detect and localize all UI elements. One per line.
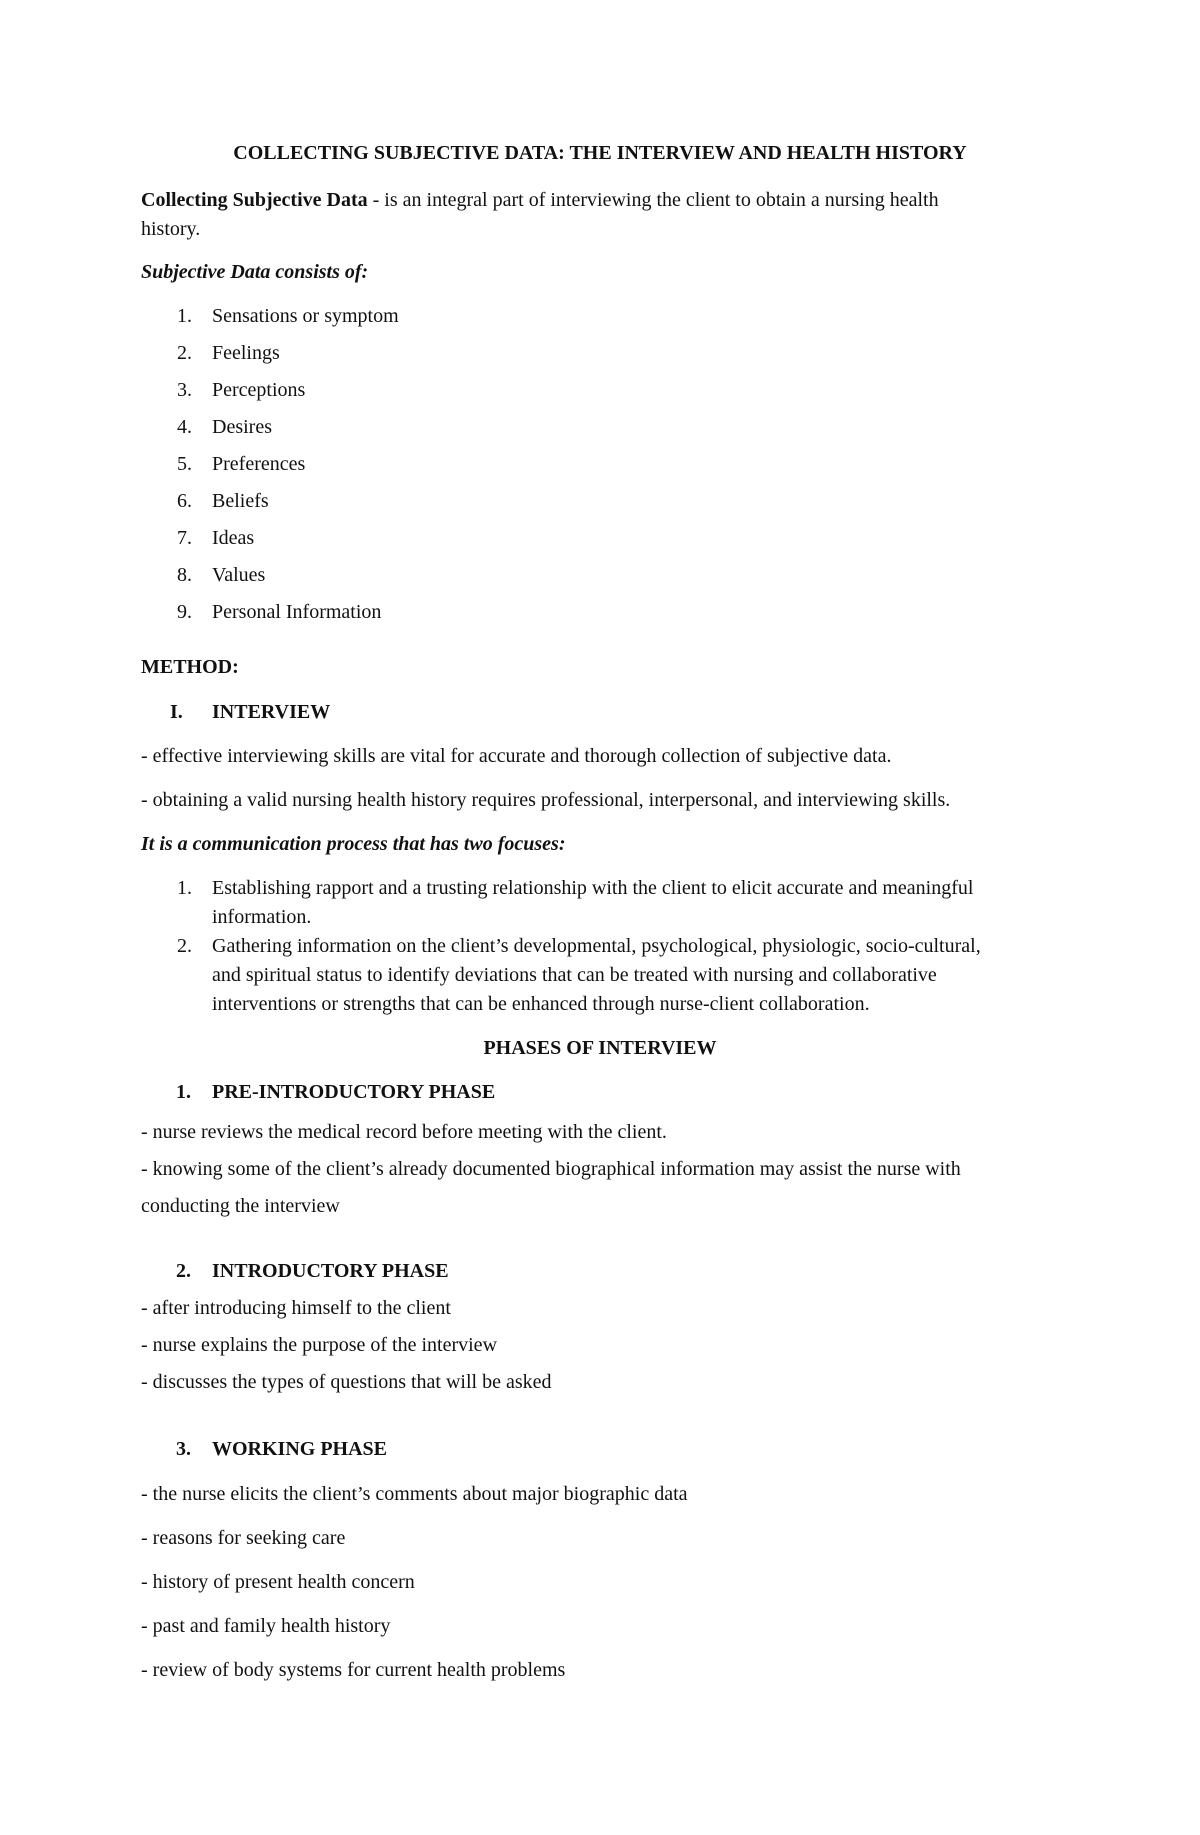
- list-item-number: 6.: [177, 490, 192, 512]
- list-item-number: 1.: [177, 877, 192, 899]
- phase-number: 1.: [176, 1081, 191, 1103]
- phase-line: - history of present health concern: [141, 1571, 415, 1593]
- phase-line: - nurse reviews the medical record before meeting with the client.: [141, 1121, 667, 1143]
- intro-term: Collecting Subjective Data: [141, 189, 368, 211]
- list-item-number: 9.: [177, 601, 192, 623]
- list-item-number: 1.: [177, 305, 192, 327]
- phase-heading: PRE-INTRODUCTORY PHASE: [212, 1081, 496, 1103]
- focus-line: Gathering information on the client’s developmental, psychological, physiologic, socio-cultural,: [212, 935, 981, 957]
- phase-line: conducting the interview: [141, 1195, 340, 1217]
- phases-heading: PHASES OF INTERVIEW: [483, 1037, 717, 1059]
- interview-numeral: I.: [170, 701, 183, 723]
- list-item: Personal Information: [212, 601, 382, 623]
- phase-line: - after introducing himself to the client: [141, 1297, 451, 1319]
- phase-number: 3.: [176, 1438, 191, 1460]
- phase-line: - nurse explains the purpose of the interview: [141, 1334, 498, 1356]
- intro-text-1: - is an integral part of interviewing the client to obtain a nursing health: [367, 189, 939, 211]
- intro-line-2: history.: [141, 218, 201, 240]
- list-item-number: 4.: [177, 416, 192, 438]
- list-item: Beliefs: [212, 490, 269, 512]
- list-item-number: 7.: [177, 527, 192, 549]
- list-item: Values: [212, 564, 266, 586]
- consists-heading: Subjective Data consists of:: [141, 261, 369, 283]
- method-heading: METHOD:: [141, 656, 239, 678]
- focus-line: interventions or strengths that can be enhanced through nurse-client collaboration.: [212, 993, 870, 1015]
- list-item: Sensations or symptom: [212, 305, 399, 327]
- focuses-heading: It is a communication process that has two focuses:: [141, 833, 566, 855]
- document-title: COLLECTING SUBJECTIVE DATA: THE INTERVIEW AND HEALTH HISTORY: [233, 142, 967, 164]
- list-item: Desires: [212, 416, 272, 438]
- list-item-number: 8.: [177, 564, 192, 586]
- phase-line: - knowing some of the client’s already documented biographical information may assist the nurse with: [141, 1158, 961, 1180]
- list-item-number: 3.: [177, 379, 192, 401]
- list-item: Ideas: [212, 527, 255, 549]
- phase-heading: INTRODUCTORY PHASE: [212, 1260, 449, 1282]
- interview-line: - effective interviewing skills are vital for accurate and thorough collection of subjective data.: [141, 745, 892, 767]
- list-item: Feelings: [212, 342, 280, 364]
- focus-line: information.: [212, 906, 312, 928]
- phase-heading: WORKING PHASE: [212, 1438, 388, 1460]
- interview-heading: INTERVIEW: [212, 701, 331, 723]
- phase-line: - past and family health history: [141, 1615, 391, 1637]
- phase-line: - review of body systems for current health problems: [141, 1659, 566, 1681]
- list-item-number: 5.: [177, 453, 192, 475]
- interview-line: - obtaining a valid nursing health history requires professional, interpersonal, and interviewing skills.: [141, 789, 951, 811]
- list-item-number: 2.: [177, 342, 192, 364]
- phase-number: 2.: [176, 1260, 191, 1282]
- list-item: Perceptions: [212, 379, 306, 401]
- phase-line: - the nurse elicits the client’s comments about major biographic data: [141, 1483, 688, 1505]
- intro-line-1: [141, 188, 939, 212]
- phase-line: - discusses the types of questions that will be asked: [141, 1371, 552, 1393]
- focus-line: and spiritual status to identify deviations that can be treated with nursing and collaborative: [212, 964, 937, 986]
- phase-line: - reasons for seeking care: [141, 1527, 346, 1549]
- focus-line: Establishing rapport and a trusting relationship with the client to elicit accurate and meaningful: [212, 877, 974, 899]
- list-item: Preferences: [212, 453, 306, 475]
- list-item-number: 2.: [177, 935, 192, 957]
